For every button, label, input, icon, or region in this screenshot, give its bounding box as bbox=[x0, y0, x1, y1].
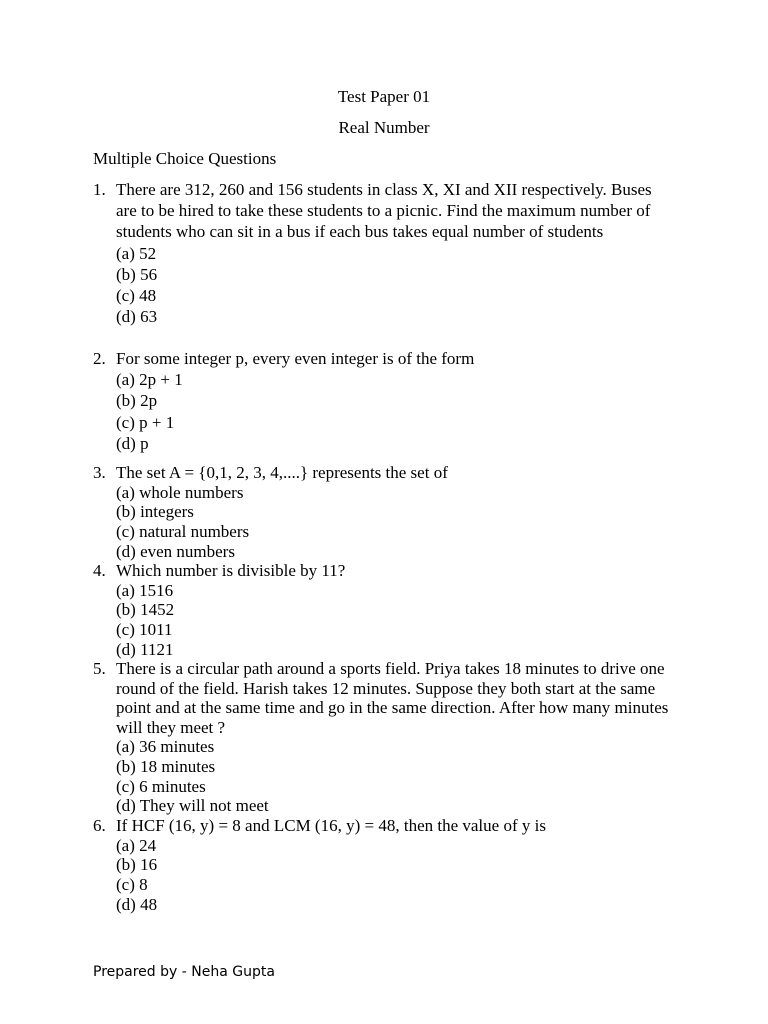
option-b: (b) 2p bbox=[116, 391, 158, 411]
option-c: (c) 1011 bbox=[116, 620, 173, 640]
question-stem: For some integer p, every even integer is of the form bbox=[116, 349, 475, 368]
option-d: (d) 1121 bbox=[116, 639, 174, 659]
question-2 bbox=[93, 348, 673, 454]
option-a: (a) 52 bbox=[116, 243, 157, 263]
question-4 bbox=[93, 561, 673, 660]
question-1 bbox=[93, 179, 673, 327]
option-b: (b) 1452 bbox=[116, 600, 175, 620]
option-a: (a) 2p + 1 bbox=[116, 370, 183, 390]
question-stem: If HCF (16, y) = 8 and LCM (16, y) = 48, then the value of y is bbox=[116, 816, 546, 835]
option-c: (c) 6 minutes bbox=[116, 776, 206, 796]
option-b: (b) 18 minutes bbox=[116, 756, 216, 776]
question-stem: Which number is divisible by 11? bbox=[116, 561, 346, 580]
question-stem: There are 312, 260 and 156 students in class X, XI and XII respectively. Buses are to be hired to take these students to a picnic. Find the maximum number of students who can sit in a bus if each bus takes equal number of students bbox=[116, 180, 652, 242]
question-stem: The set A = {0,1, 2, 3, 4,....} represents the set of bbox=[116, 463, 448, 482]
option-b: (b) 56 bbox=[116, 264, 158, 284]
option-a: (a) whole numbers bbox=[116, 482, 244, 502]
option-c: (c) p + 1 bbox=[116, 412, 175, 432]
option-b: (b) 16 bbox=[116, 855, 158, 875]
page-subtitle: Real Number bbox=[338, 118, 430, 137]
option-a: (a) 1516 bbox=[116, 580, 174, 600]
page-footer: Prepared by - Neha Gupta bbox=[93, 964, 275, 980]
question-6 bbox=[93, 816, 673, 915]
question-3 bbox=[93, 463, 673, 562]
question-number: 2. bbox=[93, 349, 106, 368]
question-number: 6. bbox=[93, 816, 106, 835]
page-title: Test Paper 01 bbox=[337, 87, 431, 106]
question-number: 5. bbox=[93, 659, 106, 678]
option-d: (d) 48 bbox=[116, 894, 158, 914]
option-c: (c) 48 bbox=[116, 286, 157, 306]
question-number: 4. bbox=[93, 561, 106, 580]
question-number: 3. bbox=[93, 463, 106, 482]
option-b: (b) integers bbox=[116, 502, 194, 522]
option-d: (d) even numbers bbox=[116, 541, 235, 561]
option-c: (c) natural numbers bbox=[116, 522, 250, 542]
section-title: Multiple Choice Questions bbox=[93, 149, 277, 168]
question-number: 1. bbox=[93, 180, 106, 199]
question-stem: There is a circular path around a sports field. Priya takes 18 minutes to drive one round of the field. Harish takes 12 minutes. Suppose they both start at the same point and at the same time and go in the same direction. After how many minutes will they meet ? bbox=[116, 659, 669, 737]
option-a: (a) 36 minutes bbox=[116, 737, 215, 757]
question-5 bbox=[93, 659, 673, 816]
option-a: (a) 24 bbox=[116, 835, 157, 855]
option-d: (d) 63 bbox=[116, 307, 158, 327]
option-d: (d) They will not meet bbox=[116, 796, 269, 816]
option-c: (c) 8 bbox=[116, 875, 148, 895]
option-d: (d) p bbox=[116, 433, 149, 453]
